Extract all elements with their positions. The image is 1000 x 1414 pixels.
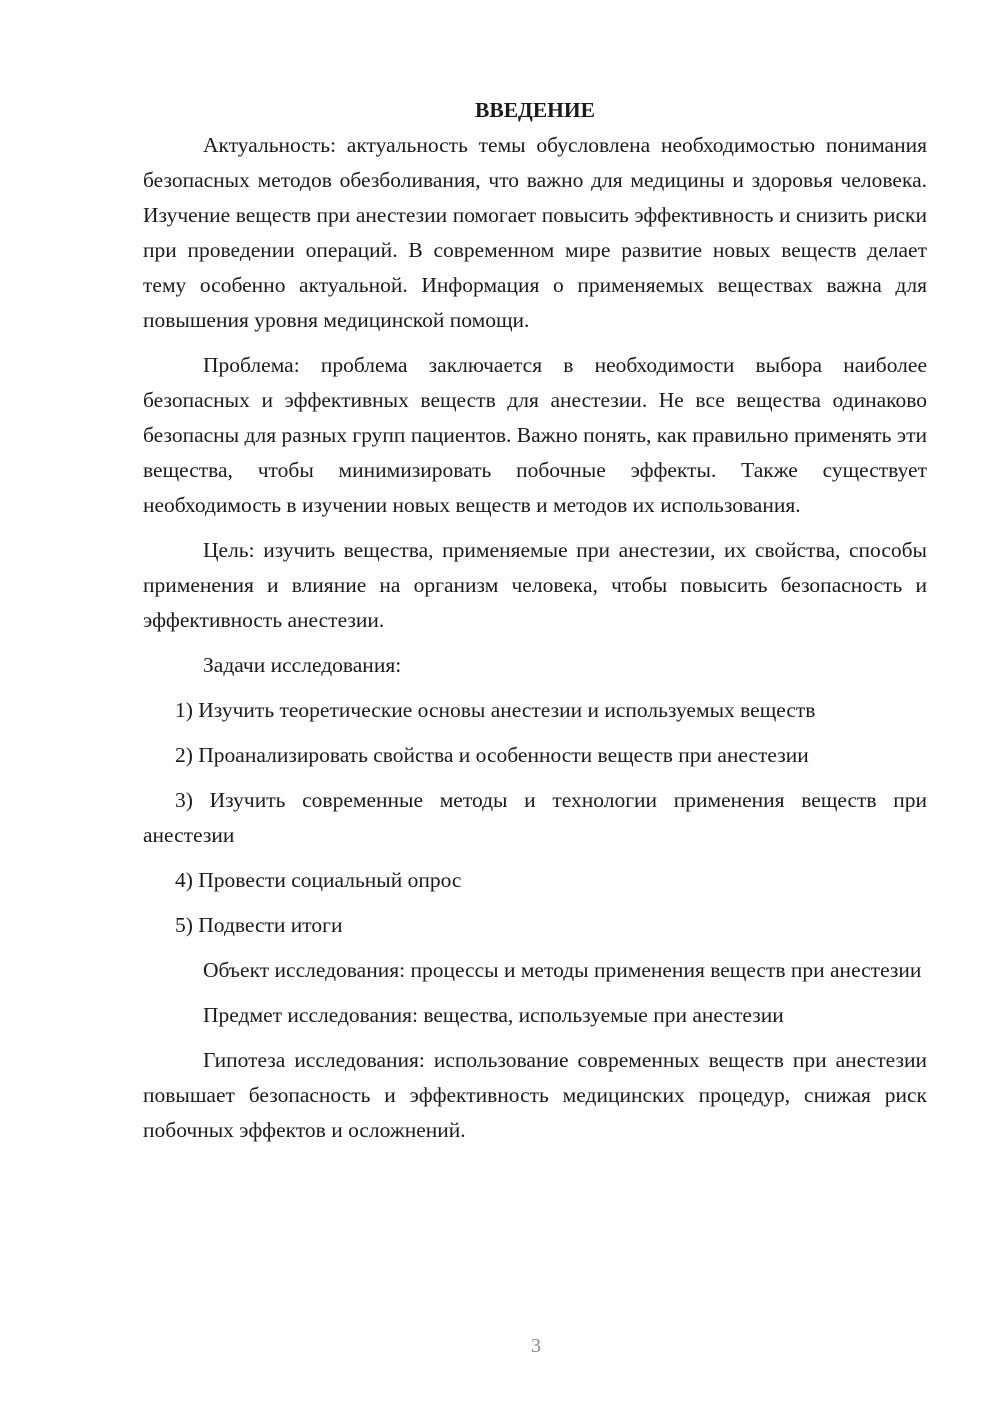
task-item-2: 2) Проанализировать свойства и особенности веществ при анестезии: [175, 743, 809, 767]
task-item-5: 5) Подвести итоги: [175, 913, 343, 937]
paragraph-subject: Предмет исследования: вещества, используемые при анестезии: [203, 1003, 784, 1027]
page-number: 3: [531, 1335, 541, 1357]
task-item-1: 1) Изучить теоретические основы анестезии и используемых веществ: [175, 698, 816, 722]
paragraph-problem: Проблема: проблема заключается в необходимости выбора наиболее безопасных и эффективных веществ для анестезии. Не все вещества одинаково безопасны для разных групп пациентов. Важно понять, как правильно применять эти вещества, чтобы минимизировать побочные эффекты. Также существует необходимость в изучении новых веществ и методов их использования.: [143, 353, 927, 517]
section-title: ВВЕДЕНИЕ: [475, 98, 595, 122]
tasks-heading: Задачи исследования:: [203, 653, 402, 677]
paragraph-object: Объект исследования: процессы и методы применения веществ при анестезии: [203, 958, 922, 982]
paragraph-actuality: Актуальность: актуальность темы обусловлена необходимостью понимания безопасных методов обезболивания, что важно для медицины и здоровья человека. Изучение веществ при анестезии помогает повысить эффективность и снизить риски при проведении операций. В современном мире развитие новых веществ делает тему особенно актуальной. Информация о применяемых веществах важна для повышения уровня медицинской помощи.: [143, 133, 927, 332]
paragraph-hypothesis: Гипотеза исследования: использование современных веществ при анестезии повышает безопасность и эффективность медицинских процедур, снижая риск побочных эффектов и осложнений.: [143, 1048, 927, 1142]
paragraph-goal: Цель: изучить вещества, применяемые при анестезии, их свойства, способы применения и влияние на организм человека, чтобы повысить безопасность и эффективность анестезии.: [143, 538, 927, 632]
task-item-4: 4) Провести социальный опрос: [175, 868, 462, 892]
task-item-3: 3) Изучить современные методы и технологии применения веществ при анестезии: [143, 788, 927, 847]
document-body: [143, 93, 927, 1148]
